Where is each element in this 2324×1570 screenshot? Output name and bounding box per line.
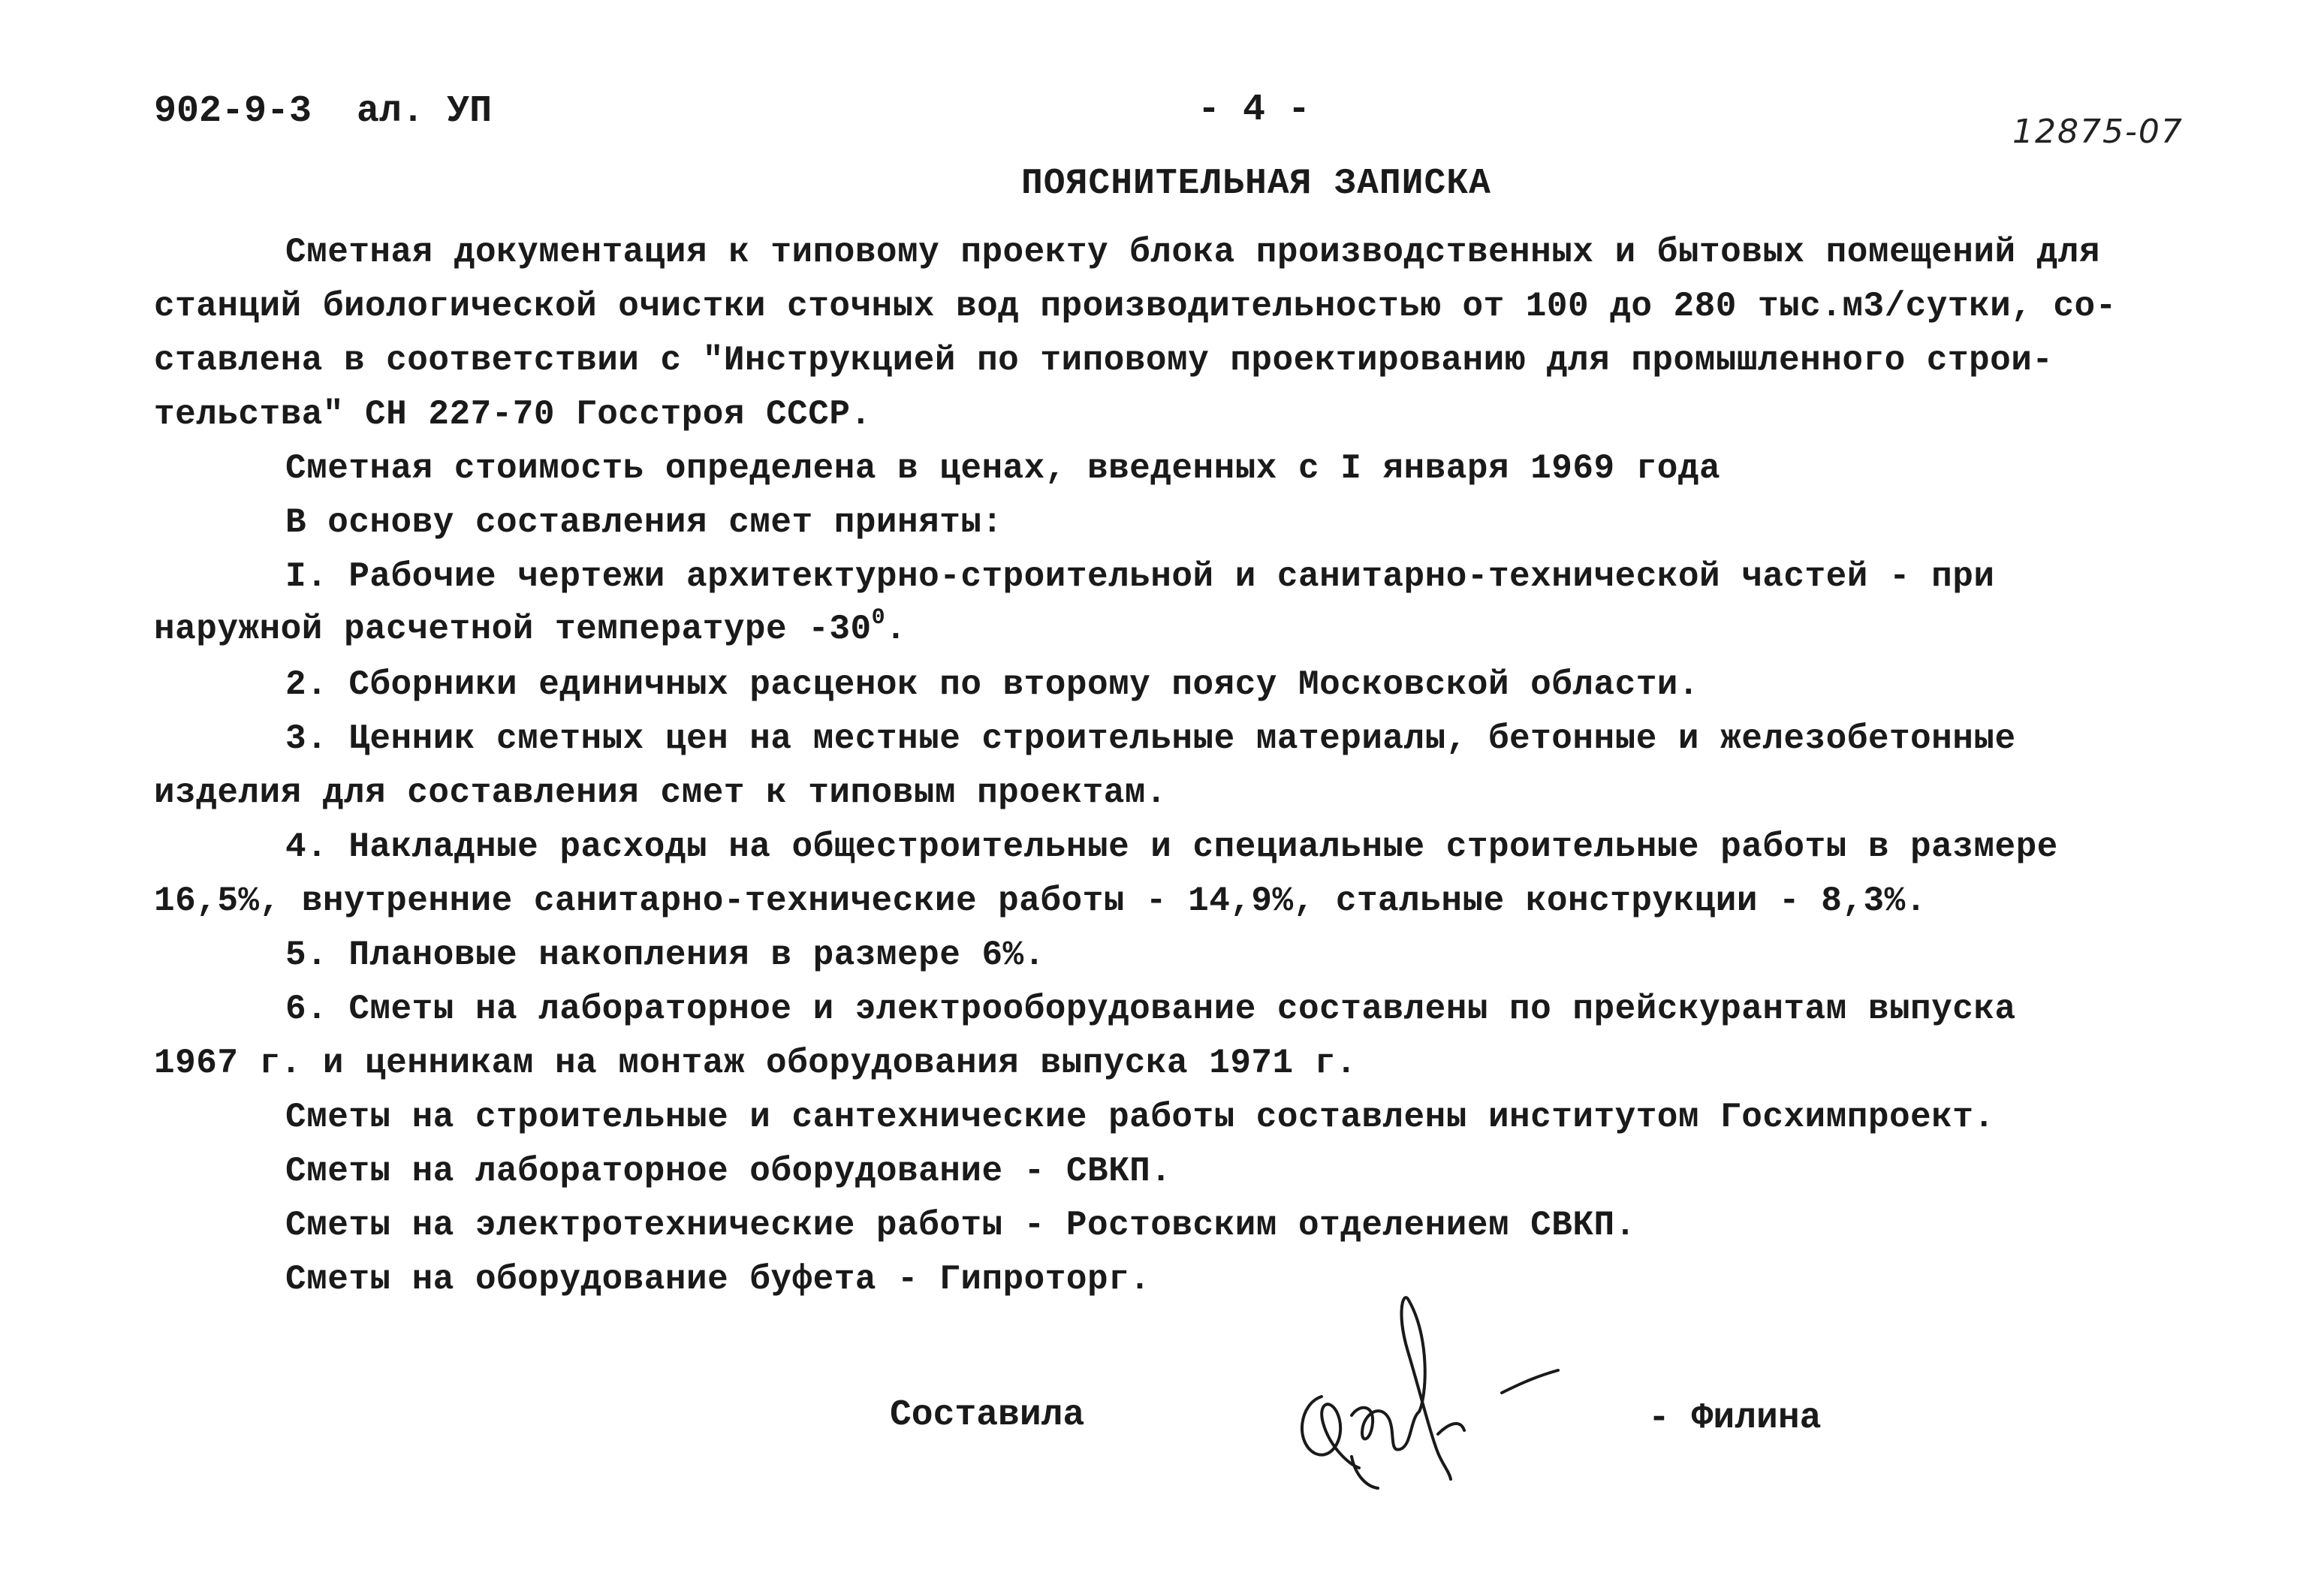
body-line: В основу составления смет приняты: bbox=[285, 503, 1003, 542]
list-item-continuation: 16,5%, внутренние санитарно-технические работы - 14,9%, стальные конструкции - 8,3%. bbox=[154, 881, 1927, 921]
list-item: 6. Сметы на лабораторное и электрооборудование составлены по прейскурантам выпуска bbox=[285, 990, 2016, 1029]
list-item: 3. Ценник сметных цен на местные строительные материалы, бетонные и железобетонные bbox=[285, 719, 2016, 758]
body-line: ставлена в соответствии с "Инструкцией по типовому проектированию для промышленного строи- bbox=[154, 341, 2054, 380]
body-line: тельства" СН 227-70 Госстроя СССР. bbox=[154, 395, 872, 434]
list-item-continuation: наружной расчетной температуре $-30^0$. bbox=[154, 605, 907, 649]
page-number: - 4 - bbox=[1198, 89, 1311, 131]
body-line: станций биологической очистки сточных вод производительностью от 100 до 280 тыс.м3/сутки, со- bbox=[154, 287, 2117, 326]
page-title: ПОЯСНИТЕЛЬНАЯ ЗАПИСКА bbox=[1021, 164, 1491, 204]
body-line: Сметная документация к типовому проекту блока производственных и бытовых помещений для bbox=[285, 233, 2100, 272]
estimate-line: Сметы на строительные и сантехнические работы составлены институтом Госхимпроект. bbox=[285, 1098, 1995, 1137]
degree-superscript: 0 bbox=[871, 605, 886, 631]
estimate-line: Сметы на лабораторное оборудование - СВКП. bbox=[285, 1152, 1172, 1191]
handwritten-signature bbox=[1277, 1291, 1577, 1517]
compiled-by-label: Составила bbox=[890, 1395, 1085, 1436]
list-item: 2. Сборники единичных расценок по второму поясу Московской области. bbox=[285, 665, 1700, 704]
list-item: I. Рабочие чертежи архитектурно-строительной и санитарно-технической частей - при bbox=[285, 557, 1995, 596]
estimate-line: Сметы на оборудование буфета - Гипроторг. bbox=[285, 1260, 1151, 1299]
archive-number: 12875-07 bbox=[2012, 113, 2184, 151]
list-item-continuation: 1967 г. и ценникам на монтаж оборудования выпуска 1971 г. bbox=[154, 1044, 1357, 1083]
list-item: 4. Накладные расходы на общестроительные и специальные строительные работы в размере bbox=[285, 827, 2058, 866]
compiler-name: - Филина bbox=[1648, 1398, 1822, 1439]
body-line: Сметная стоимость определена в ценах, введенных с I января 1969 года bbox=[285, 449, 1721, 488]
estimate-line: Сметы на электротехнические работы - Ростовским отделением СВКП. bbox=[285, 1206, 1636, 1245]
list-item: 5. Плановые накопления в размере 6%. bbox=[285, 936, 1045, 975]
document-code: 902-9-3 ал. УП bbox=[154, 90, 493, 133]
list-item-continuation: изделия для составления смет к типовым проектам. bbox=[154, 773, 1168, 812]
